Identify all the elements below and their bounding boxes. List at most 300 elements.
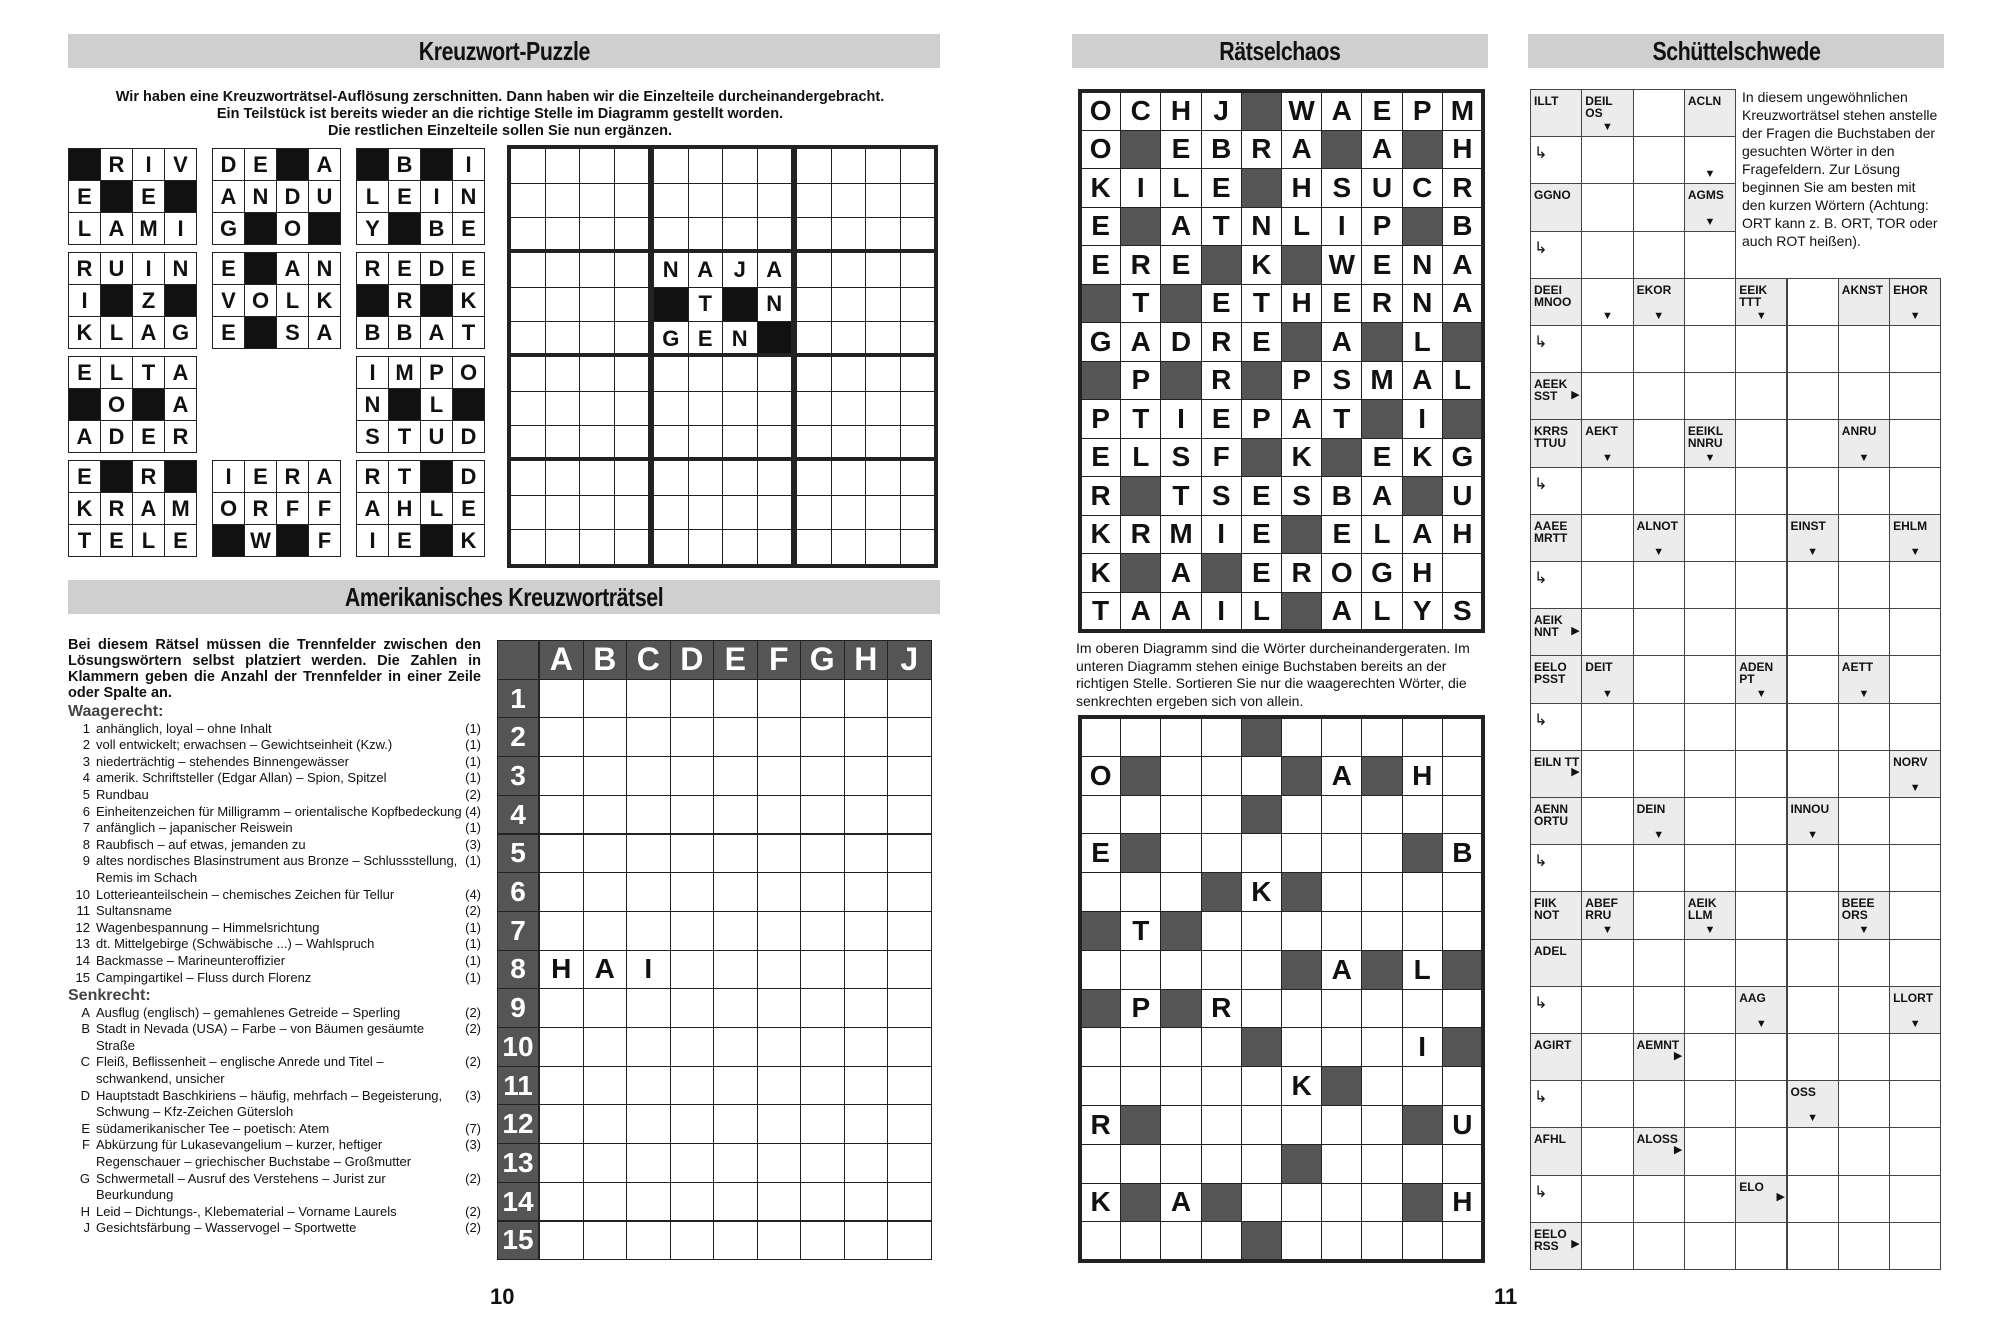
schuettel-answer-cell[interactable] [1684, 372, 1736, 420]
american-grid-cell[interactable] [583, 988, 628, 1028]
schuettel-answer-cell[interactable] [1581, 750, 1633, 798]
american-grid-cell[interactable] [670, 834, 715, 874]
schuettel-answer-cell[interactable] [1735, 1127, 1787, 1175]
american-grid-cell[interactable] [583, 1104, 628, 1144]
american-grid-cell[interactable] [670, 756, 715, 796]
schuettel-answer-cell[interactable] [1889, 608, 1941, 656]
american-grid-cell[interactable] [844, 988, 889, 1028]
schuettel-answer-cell[interactable] [1889, 467, 1941, 515]
schuettel-answer-cell[interactable] [1633, 325, 1685, 373]
american-grid-cell[interactable] [844, 679, 889, 719]
schuettel-answer-cell[interactable] [1787, 986, 1839, 1034]
american-grid-cell[interactable] [539, 872, 584, 912]
schuettel-answer-cell[interactable] [1684, 655, 1736, 703]
american-grid-cell[interactable] [844, 1027, 889, 1067]
american-grid-cell[interactable] [539, 1104, 584, 1144]
american-grid-cell[interactable] [583, 834, 628, 874]
american-grid-cell[interactable] [583, 795, 628, 835]
schuettel-answer-cell[interactable] [1838, 703, 1890, 751]
schuettel-answer-cell[interactable] [1581, 1175, 1633, 1223]
american-grid-cell[interactable] [887, 1027, 932, 1067]
schuettel-answer-cell[interactable] [1684, 844, 1736, 892]
american-grid-cell[interactable] [670, 988, 715, 1028]
american-grid-cell[interactable] [583, 717, 628, 757]
schuettel-answer-cell[interactable] [1633, 844, 1685, 892]
schuettel-answer-cell[interactable] [1581, 1222, 1633, 1270]
chaos-bottom-cell[interactable]: K [1080, 1183, 1121, 1223]
schuettel-answer-cell[interactable] [1787, 1033, 1839, 1081]
american-grid-cell[interactable] [670, 1182, 715, 1222]
american-grid-cell[interactable]: I [626, 950, 671, 990]
schuettel-answer-cell[interactable] [1633, 891, 1685, 939]
american-grid-cell[interactable] [539, 679, 584, 719]
schuettel-answer-cell[interactable] [1787, 608, 1839, 656]
american-grid-cell[interactable] [757, 911, 802, 951]
schuettel-answer-cell[interactable] [1735, 561, 1787, 609]
placed-piece-cell[interactable]: J [722, 252, 758, 288]
schuettel-answer-cell[interactable] [1684, 703, 1736, 751]
chaos-top-cell: H [1281, 168, 1322, 208]
schuettel-answer-cell[interactable] [1684, 231, 1736, 279]
schuettel-answer-cell[interactable] [1787, 655, 1839, 703]
schuettel-answer-cell[interactable] [1889, 561, 1941, 609]
american-grid-cell[interactable] [713, 911, 758, 951]
schuettel-answer-cell[interactable] [1787, 1127, 1839, 1175]
american-grid-cell[interactable] [887, 950, 932, 990]
schuettel-answer-cell[interactable] [1889, 891, 1941, 939]
american-grid-cell[interactable] [713, 679, 758, 719]
chaos-bottom-cell[interactable]: A [1160, 1183, 1201, 1223]
schuettel-answer-cell[interactable] [1633, 183, 1685, 231]
schuettel-answer-cell[interactable] [1787, 419, 1839, 467]
american-grid-cell[interactable] [887, 1143, 932, 1183]
american-grid-cell[interactable] [626, 1221, 671, 1261]
american-grid-cell[interactable] [887, 756, 932, 796]
schuettel-answer-cell[interactable] [1581, 844, 1633, 892]
schuettel-answer-cell[interactable] [1787, 325, 1839, 373]
schuettel-answer-cell[interactable] [1838, 1175, 1890, 1223]
american-grid-cell[interactable] [539, 1066, 584, 1106]
schuettel-answer-cell[interactable] [1735, 608, 1787, 656]
american-grid-cell[interactable] [887, 911, 932, 951]
american-grid-cell[interactable] [844, 911, 889, 951]
chaos-bottom-cell[interactable]: T [1120, 911, 1161, 951]
schuettel-answer-cell[interactable] [1581, 561, 1633, 609]
american-grid-cell[interactable] [670, 679, 715, 719]
american-grid-cell[interactable] [713, 1143, 758, 1183]
schuettel-answer-cell[interactable] [1581, 1127, 1633, 1175]
american-grid-cell[interactable] [713, 1104, 758, 1144]
schuettel-answer-cell[interactable] [1633, 1175, 1685, 1223]
american-grid-cell[interactable] [713, 1221, 758, 1261]
puzzle-piece-7-cell: A [164, 388, 197, 421]
american-grid-cell[interactable] [844, 1066, 889, 1106]
schuettel-answer-cell[interactable] [1787, 467, 1839, 515]
american-grid-cell[interactable] [626, 911, 671, 951]
schuettel-answer-cell[interactable] [1633, 372, 1685, 420]
american-grid-cell[interactable] [757, 679, 802, 719]
placed-piece-cell[interactable]: E [688, 321, 724, 357]
schuettel-answer-cell[interactable] [1581, 986, 1633, 1034]
schuettel-answer-cell[interactable] [1889, 703, 1941, 751]
american-grid-cell[interactable] [539, 1143, 584, 1183]
american-grid-cell[interactable] [800, 795, 845, 835]
american-grid-cell[interactable] [713, 795, 758, 835]
american-grid-cell[interactable] [757, 1104, 802, 1144]
schuettel-answer-cell[interactable] [1633, 231, 1685, 279]
american-grid-cell[interactable] [844, 1221, 889, 1261]
american-grid-cell[interactable] [713, 717, 758, 757]
american-grid-cell[interactable] [713, 872, 758, 912]
american-grid-cell[interactable]: H [539, 950, 584, 990]
chaos-bottom-cell[interactable]: R [1201, 989, 1242, 1029]
chaos-bottom-cell[interactable]: U [1442, 1105, 1483, 1145]
american-grid-cell[interactable] [583, 1143, 628, 1183]
schuettel-answer-cell[interactable] [1735, 891, 1787, 939]
schuettel-answer-cell[interactable] [1581, 183, 1633, 231]
schuettel-answer-cell[interactable] [1889, 844, 1941, 892]
schuettel-answer-cell[interactable] [1787, 278, 1839, 326]
american-grid-cell[interactable] [844, 717, 889, 757]
american-grid-cell[interactable] [583, 911, 628, 951]
schuettel-answer-cell[interactable] [1889, 325, 1941, 373]
schuettel-answer-cell[interactable] [1838, 986, 1890, 1034]
schuettel-answer-cell[interactable] [1684, 1080, 1736, 1128]
american-grid-cell[interactable] [844, 872, 889, 912]
schuettel-answer-cell[interactable] [1838, 467, 1890, 515]
schuettel-answer-cell[interactable] [1581, 1033, 1633, 1081]
chaos-bottom-cell[interactable]: H [1402, 756, 1443, 796]
american-grid-cell[interactable] [670, 1143, 715, 1183]
schuettel-answer-cell[interactable] [1787, 703, 1839, 751]
schuettel-answer-cell[interactable] [1684, 467, 1736, 515]
schuettel-answer-cell[interactable] [1889, 1127, 1941, 1175]
schuettel-answer-cell[interactable] [1735, 939, 1787, 987]
american-grid-cell[interactable] [670, 911, 715, 951]
american-grid-cell[interactable] [887, 717, 932, 757]
schuettel-answer-cell[interactable] [1787, 891, 1839, 939]
puzzle-piece-6-cell: E [388, 252, 421, 285]
american-grid-cell[interactable] [626, 834, 671, 874]
schuettel-answer-cell[interactable] [1633, 561, 1685, 609]
schuettel-answer-cell[interactable] [1838, 1080, 1890, 1128]
american-grid-cell[interactable] [800, 679, 845, 719]
american-grid-cell[interactable] [713, 756, 758, 796]
schuettel-answer-cell[interactable] [1735, 1080, 1787, 1128]
schuettel-answer-cell[interactable] [1633, 703, 1685, 751]
schuettel-answer-cell[interactable] [1889, 655, 1941, 703]
american-grid-cell[interactable] [539, 1182, 584, 1222]
american-grid-cell[interactable] [539, 795, 584, 835]
american-grid-cell[interactable] [800, 911, 845, 951]
american-grid-cell[interactable] [887, 834, 932, 874]
american-grid-cell[interactable]: A [583, 950, 628, 990]
american-grid-cell[interactable] [626, 988, 671, 1028]
american-grid-cell[interactable] [670, 1027, 715, 1067]
schuettel-answer-cell[interactable] [1684, 325, 1736, 373]
american-grid-cell[interactable] [539, 1027, 584, 1067]
american-grid-cell[interactable] [757, 988, 802, 1028]
schuettel-answer-cell[interactable] [1735, 419, 1787, 467]
american-grid-cell[interactable] [539, 1221, 584, 1261]
american-grid-cell[interactable] [583, 1066, 628, 1106]
schuettel-answer-cell[interactable] [1838, 561, 1890, 609]
chaos-bottom-cell[interactable]: A [1321, 950, 1362, 990]
american-grid-cell[interactable] [844, 834, 889, 874]
schuettel-answer-cell[interactable] [1735, 844, 1787, 892]
schuettel-answer-cell[interactable] [1581, 608, 1633, 656]
schuettel-answer-cell[interactable] [1838, 1127, 1890, 1175]
schuettel-answer-cell[interactable] [1838, 514, 1890, 562]
schuettel-answer-cell[interactable] [1581, 231, 1633, 279]
american-grid-cell[interactable] [626, 1182, 671, 1222]
schuettel-answer-cell[interactable] [1581, 1080, 1633, 1128]
chaos-bottom-cell[interactable]: K [1241, 872, 1282, 912]
american-grid-cell[interactable] [800, 1104, 845, 1144]
schuettel-answer-cell[interactable] [1735, 1222, 1787, 1270]
schuettel-answer-cell[interactable] [1581, 372, 1633, 420]
american-grid-cell[interactable] [757, 756, 802, 796]
american-grid-cell[interactable] [887, 1104, 932, 1144]
american-grid-cell[interactable] [887, 872, 932, 912]
schuettel-answer-cell[interactable] [1787, 1222, 1839, 1270]
schuettel-answer-cell[interactable] [1684, 939, 1736, 987]
american-grid-cell[interactable] [757, 834, 802, 874]
american-grid-cell[interactable] [757, 1221, 802, 1261]
schuettel-answer-cell[interactable] [1684, 608, 1736, 656]
american-grid-cell[interactable] [539, 911, 584, 951]
american-grid-cell[interactable] [670, 872, 715, 912]
american-grid-cell[interactable] [800, 756, 845, 796]
schuettel-answer-cell[interactable] [1889, 1222, 1941, 1270]
schuettel-answer-cell[interactable] [1581, 514, 1633, 562]
chaos-bottom-cell[interactable]: R [1080, 1105, 1121, 1145]
schuettel-answer-cell[interactable] [1581, 703, 1633, 751]
chaos-top-cell: E [1080, 207, 1121, 247]
american-grid-cell[interactable] [713, 1027, 758, 1067]
schuettel-answer-cell[interactable] [1684, 750, 1736, 798]
schuettel-answer-cell[interactable] [1581, 136, 1633, 184]
puzzle-piece-4-cell: G [164, 316, 197, 349]
schuettel-clue-letters: EILN TT [1534, 754, 1580, 769]
american-grid-cell[interactable] [583, 1182, 628, 1222]
american-grid-cell[interactable] [800, 872, 845, 912]
american-grid-cell[interactable] [626, 1027, 671, 1067]
american-grid-cell[interactable] [757, 717, 802, 757]
schuettel-answer-cell[interactable] [1581, 325, 1633, 373]
schuettel-answer-cell[interactable] [1684, 1222, 1736, 1270]
american-grid-cell[interactable] [626, 1066, 671, 1106]
american-grid-cell[interactable] [626, 756, 671, 796]
american-grid-cell[interactable] [539, 756, 584, 796]
schuettel-answer-cell[interactable] [1633, 986, 1685, 1034]
schuettel-answer-cell[interactable] [1787, 372, 1839, 420]
chaos-bottom-cell[interactable]: B [1442, 833, 1483, 873]
schuettel-answer-cell[interactable] [1581, 467, 1633, 515]
schuettel-answer-cell[interactable] [1735, 797, 1787, 845]
american-grid-cell[interactable] [713, 988, 758, 1028]
placed-piece-cell[interactable]: A [688, 252, 724, 288]
schuettel-answer-cell[interactable] [1787, 939, 1839, 987]
clue-item [68, 770, 481, 787]
schuettel-answer-cell[interactable] [1838, 844, 1890, 892]
schuettel-answer-cell[interactable] [1735, 514, 1787, 562]
schuettel-answer-cell[interactable] [1735, 703, 1787, 751]
american-grid-cell[interactable] [713, 1066, 758, 1106]
american-grid-cell[interactable] [800, 834, 845, 874]
schuettel-answer-cell[interactable] [1684, 514, 1736, 562]
american-grid-cell[interactable] [670, 1221, 715, 1261]
american-grid-cell[interactable] [583, 1027, 628, 1067]
schuettel-answer-cell[interactable] [1633, 1080, 1685, 1128]
american-grid-cell[interactable] [583, 872, 628, 912]
american-grid-cell[interactable] [713, 1182, 758, 1222]
chaos-bottom-cell[interactable]: I [1402, 1027, 1443, 1067]
schuettel-answer-cell[interactable] [1787, 1175, 1839, 1223]
schuettel-answer-cell[interactable] [1889, 372, 1941, 420]
american-grid-cell[interactable] [757, 950, 802, 990]
american-grid-cell[interactable] [800, 1182, 845, 1222]
schuettel-answer-cell[interactable] [1838, 939, 1890, 987]
schuettel-answer-cell[interactable] [1889, 1033, 1941, 1081]
placed-piece-cell[interactable]: G [653, 321, 689, 357]
schuettel-answer-cell[interactable] [1735, 467, 1787, 515]
american-grid-cell[interactable] [800, 988, 845, 1028]
schuettel-answer-cell[interactable] [1787, 750, 1839, 798]
american-grid-cell[interactable] [670, 1066, 715, 1106]
american-grid-cell[interactable] [626, 872, 671, 912]
schuettel-answer-cell[interactable] [1684, 278, 1736, 326]
schuettel-answer-cell[interactable] [1633, 1222, 1685, 1270]
american-grid-cell[interactable] [800, 1027, 845, 1067]
placed-piece-cell[interactable]: T [688, 287, 724, 323]
american-grid-cell[interactable] [757, 1066, 802, 1106]
american-grid-cell[interactable] [539, 988, 584, 1028]
chaos-bottom-cell[interactable]: K [1281, 1066, 1322, 1106]
american-grid-cell[interactable] [757, 872, 802, 912]
schuettel-answer-cell[interactable] [1735, 325, 1787, 373]
schuettel-answer-cell[interactable] [1889, 419, 1941, 467]
schuettel-answer-cell[interactable] [1633, 608, 1685, 656]
schuettel-answer-cell[interactable] [1684, 986, 1736, 1034]
schuettel-answer-cell[interactable] [1838, 1033, 1890, 1081]
american-grid-cell[interactable] [757, 1182, 802, 1222]
placed-piece-cell[interactable]: N [722, 321, 758, 357]
placed-piece-cell[interactable]: A [757, 252, 793, 288]
american-grid-cell[interactable] [670, 717, 715, 757]
chaos-bottom-cell[interactable]: L [1402, 950, 1443, 990]
american-grid-cell[interactable] [800, 1143, 845, 1183]
schuettel-answer-cell[interactable] [1633, 419, 1685, 467]
american-grid-cell[interactable] [887, 679, 932, 719]
schuettel-answer-cell[interactable] [1838, 372, 1890, 420]
american-grid-cell[interactable] [844, 1182, 889, 1222]
schuettel-answer-cell[interactable] [1787, 561, 1839, 609]
american-grid-cell[interactable] [626, 679, 671, 719]
schuettel-answer-cell[interactable] [1838, 325, 1890, 373]
schuettel-answer-cell[interactable] [1735, 750, 1787, 798]
american-grid-cell[interactable] [800, 1221, 845, 1261]
american-grid-cell[interactable] [713, 834, 758, 874]
american-grid-cell[interactable] [670, 950, 715, 990]
schuettel-answer-cell[interactable] [1787, 844, 1839, 892]
american-grid-cell[interactable] [887, 795, 932, 835]
american-grid-cell[interactable] [844, 950, 889, 990]
american-grid-cell[interactable] [583, 756, 628, 796]
american-grid-cell[interactable] [626, 717, 671, 757]
american-grid-cell[interactable] [583, 1221, 628, 1261]
schuettel-answer-cell[interactable] [1684, 1033, 1736, 1081]
schuettel-answer-cell[interactable] [1633, 655, 1685, 703]
american-grid-cell[interactable] [626, 795, 671, 835]
schuettel-answer-cell[interactable] [1633, 750, 1685, 798]
schuettel-answer-cell[interactable] [1633, 939, 1685, 987]
american-grid-cell[interactable] [713, 950, 758, 990]
american-grid-cell[interactable] [844, 756, 889, 796]
schuettel-answer-cell[interactable] [1838, 750, 1890, 798]
american-grid-cell[interactable] [887, 988, 932, 1028]
schuettel-answer-cell[interactable] [1889, 939, 1941, 987]
american-grid-cell[interactable] [670, 1104, 715, 1144]
schuettel-answer-cell[interactable] [1735, 372, 1787, 420]
chaos-bottom-cell[interactable]: A [1321, 756, 1362, 796]
schuettel-answer-cell[interactable] [1581, 797, 1633, 845]
american-grid-cell[interactable] [800, 1066, 845, 1106]
schuettel-answer-cell[interactable] [1735, 1033, 1787, 1081]
schuettel-answer-cell[interactable] [1581, 939, 1633, 987]
american-grid-cell[interactable] [626, 1104, 671, 1144]
schuettel-answer-cell[interactable] [1684, 1127, 1736, 1175]
schuettel-answer-cell[interactable] [1889, 797, 1941, 845]
puzzle-piece-2-cell: D [212, 148, 245, 181]
american-grid-cell[interactable] [844, 1104, 889, 1144]
american-grid-cell[interactable] [539, 834, 584, 874]
american-grid-cell[interactable] [757, 1027, 802, 1067]
american-grid-cell[interactable] [583, 679, 628, 719]
american-grid-cell[interactable] [844, 1143, 889, 1183]
chaos-bottom-cell[interactable]: E [1080, 833, 1121, 873]
schuettel-answer-cell[interactable] [1633, 89, 1685, 137]
american-grid-cell[interactable] [887, 1221, 932, 1261]
chaos-bottom-cell[interactable]: P [1120, 989, 1161, 1029]
schuettel-answer-cell[interactable] [1633, 467, 1685, 515]
chaos-bottom-cell[interactable]: O [1080, 756, 1121, 796]
placed-piece-cell[interactable]: N [653, 252, 689, 288]
american-grid-cell[interactable] [887, 1066, 932, 1106]
american-grid-cell[interactable] [887, 1182, 932, 1222]
american-grid-cell[interactable] [757, 795, 802, 835]
american-grid-cell[interactable] [670, 795, 715, 835]
american-grid-cell[interactable] [757, 1143, 802, 1183]
american-grid-cell[interactable] [626, 1143, 671, 1183]
american-grid-cell[interactable] [800, 717, 845, 757]
american-grid-cell[interactable] [800, 950, 845, 990]
arrow-down-icon: ▼ [1704, 923, 1716, 936]
schuettel-answer-cell[interactable] [1889, 1080, 1941, 1128]
schuettel-answer-cell[interactable] [1684, 1175, 1736, 1223]
schuettel-answer-cell[interactable] [1838, 1222, 1890, 1270]
schuettel-answer-cell[interactable] [1838, 797, 1890, 845]
schuettel-answer-cell[interactable] [1684, 561, 1736, 609]
american-grid-cell[interactable] [539, 717, 584, 757]
chaos-bottom-cell[interactable]: H [1442, 1183, 1483, 1223]
schuettel-answer-cell[interactable] [1889, 1175, 1941, 1223]
schuettel-answer-cell[interactable] [1684, 797, 1736, 845]
schuettel-answer-cell[interactable] [1838, 608, 1890, 656]
schuettel-answer-cell[interactable] [1633, 136, 1685, 184]
placed-piece-cell[interactable]: N [757, 287, 793, 323]
american-grid-cell[interactable] [844, 795, 889, 835]
